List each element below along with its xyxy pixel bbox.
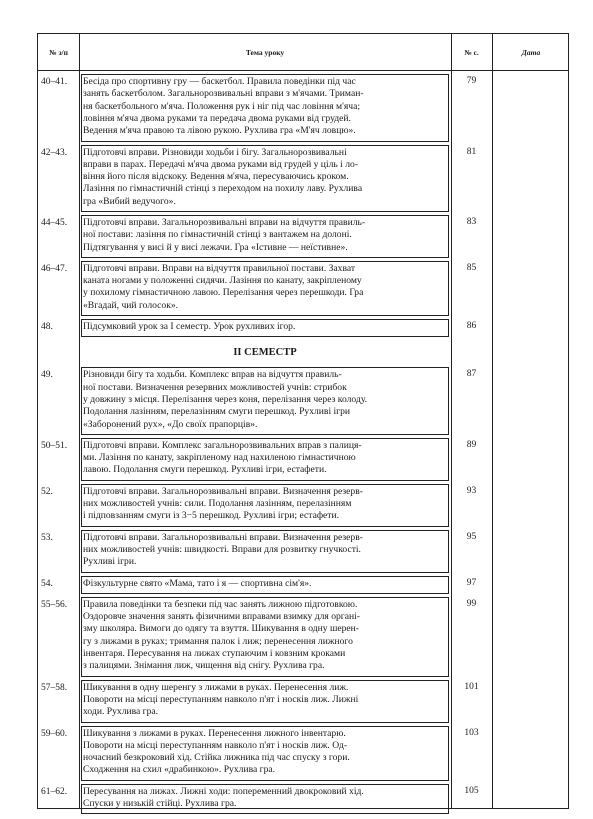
- lesson-topic: [83, 321, 447, 333]
- topic-line: Фізкультурне свято «Мама, тато і я — спортивна сім'я».: [83, 577, 312, 589]
- lesson-topic: [83, 578, 447, 590]
- topic-line: зму школяра. Вимоги до одягу та взуття. Шикування в одну шерен-: [83, 623, 360, 635]
- page-number: 99: [466, 598, 477, 609]
- header-topic: Тема уроку: [245, 47, 285, 57]
- topic-line: Підготовчі вправи. Різновиди ходьби і бігу. Загальнорозвивальні: [83, 146, 347, 158]
- page-number: 79: [466, 76, 477, 86]
- lesson-number: 40–41.: [41, 77, 68, 87]
- table-row: [38, 726, 568, 781]
- lesson-topic: [83, 76, 447, 137]
- page-number: 103: [464, 727, 479, 738]
- topic-line: Пересування на лижах. Лижні ходи: попеременний двокроковий хід.: [83, 785, 364, 797]
- section-title: II СЕМЕСТР: [233, 347, 297, 359]
- lesson-topic: [83, 786, 447, 811]
- lesson-topic: [83, 263, 447, 312]
- lesson-topic: [83, 147, 447, 208]
- topic-line: Підготовчі вправи. Загальнорозвивальні вправи. Визначення резерв-: [83, 531, 363, 543]
- table-row: [38, 680, 568, 723]
- lesson-number: 57–58.: [41, 682, 68, 693]
- topic-line: Правила поведінки та безпеки під час занять лижною підготовкою.: [83, 598, 358, 610]
- page-number: 93: [466, 485, 477, 496]
- topic-line: гра «Вибий ведучого».: [83, 195, 176, 207]
- topic-line: Підготовчі вправи. Комплекс загальнорозвивальних вправ з палиця-: [83, 439, 362, 451]
- topic-line: ми. Лазіння по канату, закріпленому над нахиленою гімнастичною: [83, 452, 356, 464]
- topic-line: вправи в парах. Передачі м'яча двома руками від грудей у ціль і ло-: [83, 158, 359, 170]
- page-number: 95: [466, 531, 477, 542]
- table-row: [38, 145, 568, 213]
- topic-line: Підготовчі вправи. Загальнорозвивальні вправи. Визначення резерв-: [83, 485, 363, 497]
- page-number: 105: [464, 785, 479, 796]
- table-row: [38, 576, 568, 594]
- topic-line: «Заборонений рух», «До своїх прапорців».: [83, 418, 258, 430]
- table-row: [38, 530, 568, 573]
- topic-line: гу з лижами в руках; тримання палок і лиж; перенесення лижного: [83, 635, 353, 647]
- lesson-number: 53.: [41, 532, 53, 543]
- lesson-number: 48.: [41, 322, 53, 333]
- page-number: 85: [466, 262, 477, 273]
- table-row: [38, 784, 568, 815]
- topic-line: Повороти на місці переступанням навколо п'ят і носків лиж. Од-: [83, 739, 348, 751]
- lesson-topic: [83, 486, 447, 523]
- topic-line: ної постави: лазіння по гімнастичній стінці з вантажем на долоні.: [83, 229, 352, 241]
- topic-line: ловіння м'яча двома руками та передача двома руками від грудей.: [83, 112, 351, 124]
- topic-line: Різновиди бігу та ходьби. Комплекс вправ на відчуття правиль-: [83, 369, 342, 381]
- lesson-number: 54.: [41, 578, 53, 589]
- topic-line: і підповзанням смуги із 3−5 перешкод. Рухливі ігри; естафети.: [83, 510, 340, 522]
- topic-line: лавою. Подолання смуги перешкод. Рухливі ігри, естафети.: [83, 464, 327, 476]
- topic-line: «Вгадай, чий голосок».: [83, 299, 179, 311]
- header-number: № з/п: [49, 47, 68, 57]
- table-row: [38, 484, 568, 527]
- table-row: [38, 319, 568, 337]
- topic-line: ходи. Рухлива гра.: [83, 706, 159, 718]
- topic-line: Повороти на місці переступанням навколо п'ят і носків лиж. Лижні: [83, 693, 359, 705]
- lesson-number: 55–56.: [41, 599, 68, 610]
- table-row: [38, 261, 568, 316]
- topic-line: ної постави. Визначення резервних можливостей учнів: стрибок: [83, 381, 347, 393]
- table-row: [38, 438, 568, 481]
- topic-line: них можливостей учнів: сили. Подолання лазінням, перелазінням: [83, 498, 352, 510]
- lesson-topic: [83, 440, 447, 477]
- topic-line: Оздоровче значення занять фізичними вправами взимку для органі-: [83, 611, 360, 623]
- topic-line: Підготовчі вправи. Загальнорозвивальні вправи на відчуття правиль-: [83, 217, 366, 228]
- page-number: 86: [466, 321, 477, 332]
- page-number: 89: [466, 439, 477, 450]
- topic-line: Ведення м'яча правою та лівою рукою. Рухлива гра «М'яч ловцю».: [83, 125, 356, 137]
- header-date: Дата: [521, 47, 541, 57]
- topic-line: Сходження на схил «драбинкою». Рухлива гра.: [83, 764, 276, 776]
- page-number: 87: [466, 369, 477, 380]
- topic-line: інвентаря. Пересування на лижах ступаючим і ковзним кроками: [83, 648, 346, 660]
- topic-line: Лазіння по гімнастичній стінці з переходом на похилу лаву. Рухлива: [83, 183, 363, 195]
- topic-line: ня баскетбольного м'яча. Положення рук і ніг під час ловіння м'яча;: [83, 100, 360, 112]
- topic-line: у довжину з місця. Перелізання через коня, перелізання через колоду.: [83, 393, 368, 405]
- table-row: [38, 74, 568, 142]
- page-number: 97: [466, 577, 477, 588]
- lesson-topic: [83, 217, 447, 254]
- lesson-topic: [83, 728, 447, 777]
- topic-line: Підтягування у висі й у висі лежачи. Гра «Істивне — неїстивне».: [83, 241, 348, 253]
- topic-line: Шикування з лижами в руках. Перенесення лижного інвентарю.: [83, 727, 346, 739]
- table-row: [38, 597, 568, 677]
- topic-line: них можливостей учнів: швидкості. Вправи для розвитку гнучкості.: [83, 543, 361, 555]
- topic-line: Рухливі ігри.: [83, 556, 137, 568]
- lesson-number: 49.: [41, 370, 53, 381]
- topic-line: Шикування в одну шеренгу з лижами в руках. Перенесення лиж.: [83, 681, 349, 693]
- topic-line: занять баскетболом. Загальнорозвивальні вправи з м'ячами. Триман-: [83, 88, 364, 100]
- lesson-number: 42–43.: [41, 147, 68, 158]
- topic-line: у похилому гімнастичною лавою. Перелізання через перешкоди. Гра: [83, 287, 364, 299]
- table-row: [38, 215, 568, 258]
- topic-line: Спуски у низькій стійці. Рухлива гра.: [83, 798, 237, 810]
- table-header: [38, 34, 568, 71]
- lesson-number: 50–51.: [41, 440, 68, 451]
- page-number: 81: [466, 146, 477, 157]
- lesson-topic: [83, 532, 447, 569]
- topic-line: ночасний безкроковий хід. Стійка лижника під час спуску з гори.: [83, 752, 350, 764]
- lesson-number: 61–62.: [41, 786, 68, 797]
- page-number: 83: [466, 217, 477, 227]
- lesson-topic: [83, 682, 447, 719]
- topic-line: Бесіда про спортивну гру — баскетбол. Правила поведінки під час: [83, 76, 356, 87]
- header-page: № с.: [464, 47, 479, 57]
- lesson-topic: [83, 369, 447, 430]
- lesson-plan-table: [37, 33, 569, 809]
- table-row: [38, 367, 568, 435]
- topic-line: Подолання лазінням, перелазінням смуги перешкод. Рухливі ігри: [83, 406, 351, 418]
- lesson-topic: [83, 599, 447, 673]
- topic-line: віння його після відскоку. Ведення м'яча, пересуваючись кроком.: [83, 171, 349, 183]
- page-number: 101: [464, 681, 479, 692]
- lesson-number: 59–60.: [41, 728, 68, 739]
- topic-line: каната ногами у положенні сидячи. Лазіння по канату, закріпленому: [83, 275, 362, 287]
- lesson-number: 44–45.: [41, 218, 68, 228]
- lesson-number: 46–47.: [41, 263, 68, 274]
- lesson-number: 52.: [41, 486, 53, 497]
- topic-line: Підготовчі вправи. Вправи на відчуття правильної постави. Захват: [83, 262, 356, 274]
- topic-line: з палицями. Знімання лиж, чищення від снігу. Рухлива гра.: [83, 660, 325, 672]
- topic-line: Підсумковий урок за І семестр. Урок рухливих ігор.: [83, 321, 296, 333]
